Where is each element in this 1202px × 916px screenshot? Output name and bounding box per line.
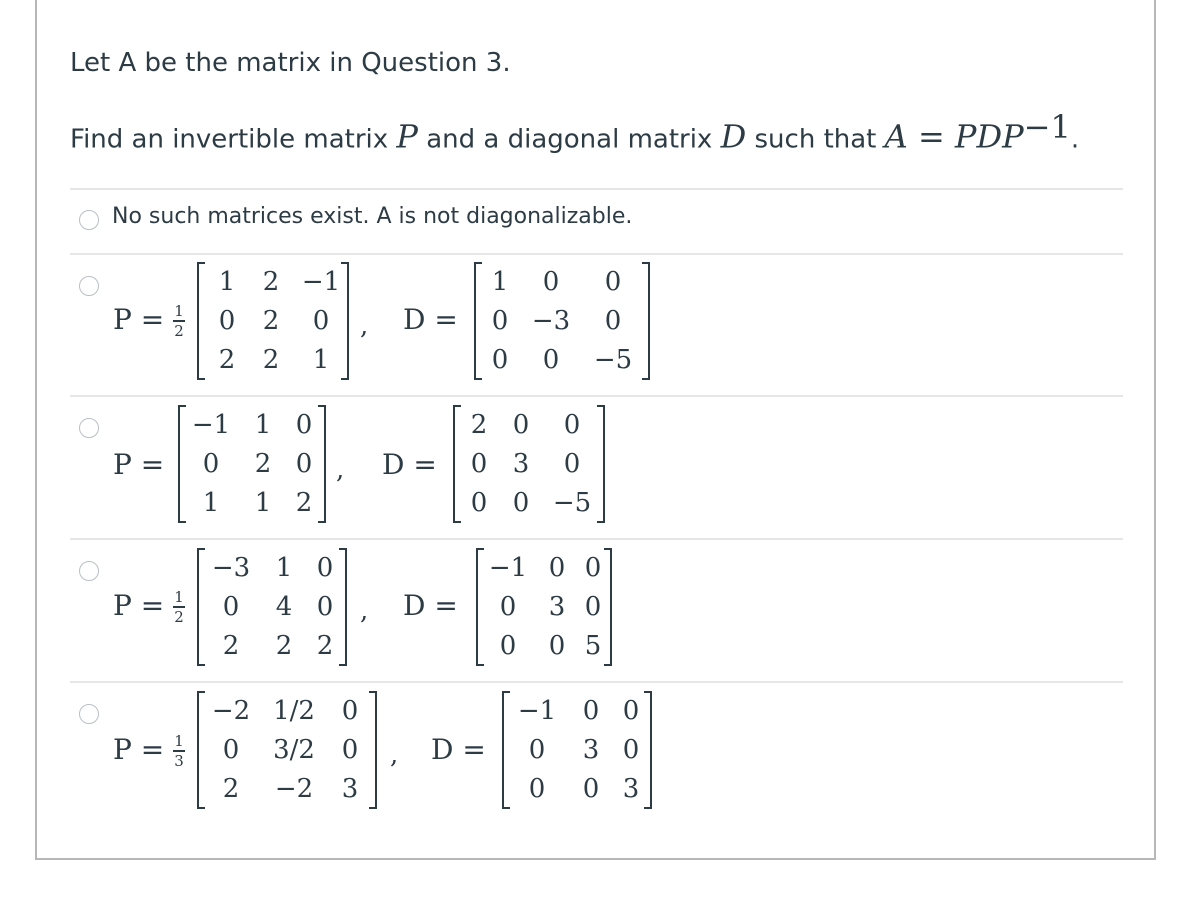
matrix-cell: 0 [222,591,240,622]
matrix-cell: 0 [563,448,581,479]
matrix-cell: 0 [491,305,509,336]
matrix-cell: 0 [295,448,313,479]
matrix-cell: 1 [254,409,272,440]
matrix-cell: 0 [604,266,622,297]
divider [70,681,1123,683]
option-radio-1[interactable] [79,276,99,296]
matrix-cell: 2 [262,345,280,376]
p-label: P = [113,589,165,622]
p-label: P = [113,303,165,336]
d-label: D = [382,448,437,481]
comma: , [360,596,369,626]
divider [70,538,1123,540]
matrix-cell: 0 [622,734,640,765]
matrix-cell: 4 [275,591,293,622]
matrix-cell: −1 [517,695,557,726]
comma: , [336,455,345,485]
option-radio-4[interactable] [79,704,99,724]
matrix-cell: 0 [622,695,640,726]
matrix-cell: 0 [582,695,600,726]
matrix-cell: 0 [316,552,334,583]
matrix-cell: −3 [211,552,251,583]
matrix-cell: 2 [470,409,488,440]
matrix-cell: 0 [491,345,509,376]
matrix-cell: 3 [622,774,640,805]
matrix-cell: 0 [222,734,240,765]
option-radio-2[interactable] [79,418,99,438]
matrix-d [476,548,612,666]
matrix-cell: 2 [218,345,236,376]
matrix-cell: 0 [512,409,530,440]
matrix-p [178,405,326,523]
option-radio-3[interactable] [79,561,99,581]
d-label: D = [403,303,458,336]
matrix-cell: 1 [275,552,293,583]
matrix-p [197,691,377,809]
divider [70,188,1123,190]
matrix-cell: 0 [295,409,313,440]
matrix-d [453,405,605,523]
matrix-cell: 3/2 [273,734,315,765]
divider [70,253,1123,255]
matrix-cell: −1 [488,552,528,583]
matrix-cell: 1 [218,266,236,297]
matrix-cell: 0 [582,774,600,805]
matrix-cell: 0 [548,552,566,583]
matrix-cell: 0 [563,409,581,440]
matrix-cell: 0 [341,695,359,726]
matrix-cell: 0 [584,591,602,622]
matrix-p [197,548,347,666]
matrix-cell: 2 [222,774,240,805]
matrix-cell: 0 [499,631,517,662]
matrix-cell: 1 [254,488,272,519]
matrix-cell: −1 [301,266,341,297]
question-prompt: Find an invertible matrix P and a diagonal matrix D such that $A = PDP^{-1}$. [70,108,1080,156]
d-label: D = [403,589,458,622]
matrix-cell: 2 [316,631,334,662]
question-intro: Let A be the matrix in Question 3. [70,48,511,78]
matrix-cell: 2 [295,488,313,519]
d-label: D = [431,733,486,766]
matrix-cell: 0 [528,734,546,765]
matrix-cell: −1 [191,409,231,440]
matrix-cell: −3 [531,305,571,336]
matrix-cell: 3 [582,734,600,765]
matrix-cell: 0 [584,552,602,583]
matrix-cell: 0 [512,488,530,519]
matrix-cell: 2 [262,266,280,297]
option-text-0[interactable]: No such matrices exist. A is not diagonalizable. [112,204,633,229]
matrix-d [474,262,650,380]
matrix-cell: 1/2 [273,695,315,726]
matrix-cell: −5 [593,345,633,376]
matrix-cell: 0 [542,345,560,376]
matrix-cell: 3 [512,448,530,479]
matrix-cell: 1 [202,488,220,519]
option-radio-0[interactable] [79,210,99,230]
matrix-cell: 0 [470,488,488,519]
matrix-cell: 0 [499,591,517,622]
matrix-cell: 0 [312,305,330,336]
matrix-cell: 0 [542,266,560,297]
comma: , [360,311,369,341]
matrix-cell: 0 [548,631,566,662]
matrix-cell: 0 [470,448,488,479]
matrix-p [197,262,349,380]
matrix-cell: 2 [275,631,293,662]
p-label: P = [113,733,165,766]
matrix-cell: −2 [274,774,314,805]
matrix-cell: −5 [552,488,592,519]
matrix-cell: 0 [202,448,220,479]
matrix-cell: 2 [262,305,280,336]
scalar-fraction: 1 2 [174,588,184,626]
scalar-fraction: 1 3 [174,732,184,770]
matrix-cell: 0 [341,734,359,765]
matrix-cell: 0 [316,591,334,622]
matrix-cell: 1 [312,345,330,376]
p-label: P = [113,448,165,481]
matrix-cell: 1 [491,266,509,297]
matrix-cell: 2 [254,448,272,479]
divider [70,395,1123,397]
matrix-cell: 3 [341,774,359,805]
comma: , [390,740,399,770]
matrix-cell: 3 [548,591,566,622]
matrix-cell: 2 [222,631,240,662]
matrix-cell: 5 [584,631,602,662]
matrix-cell: 0 [528,774,546,805]
matrix-d [502,691,652,809]
matrix-cell: 0 [604,305,622,336]
matrix-cell: −2 [211,695,251,726]
scalar-fraction: 1 2 [174,302,184,340]
matrix-cell: 0 [218,305,236,336]
